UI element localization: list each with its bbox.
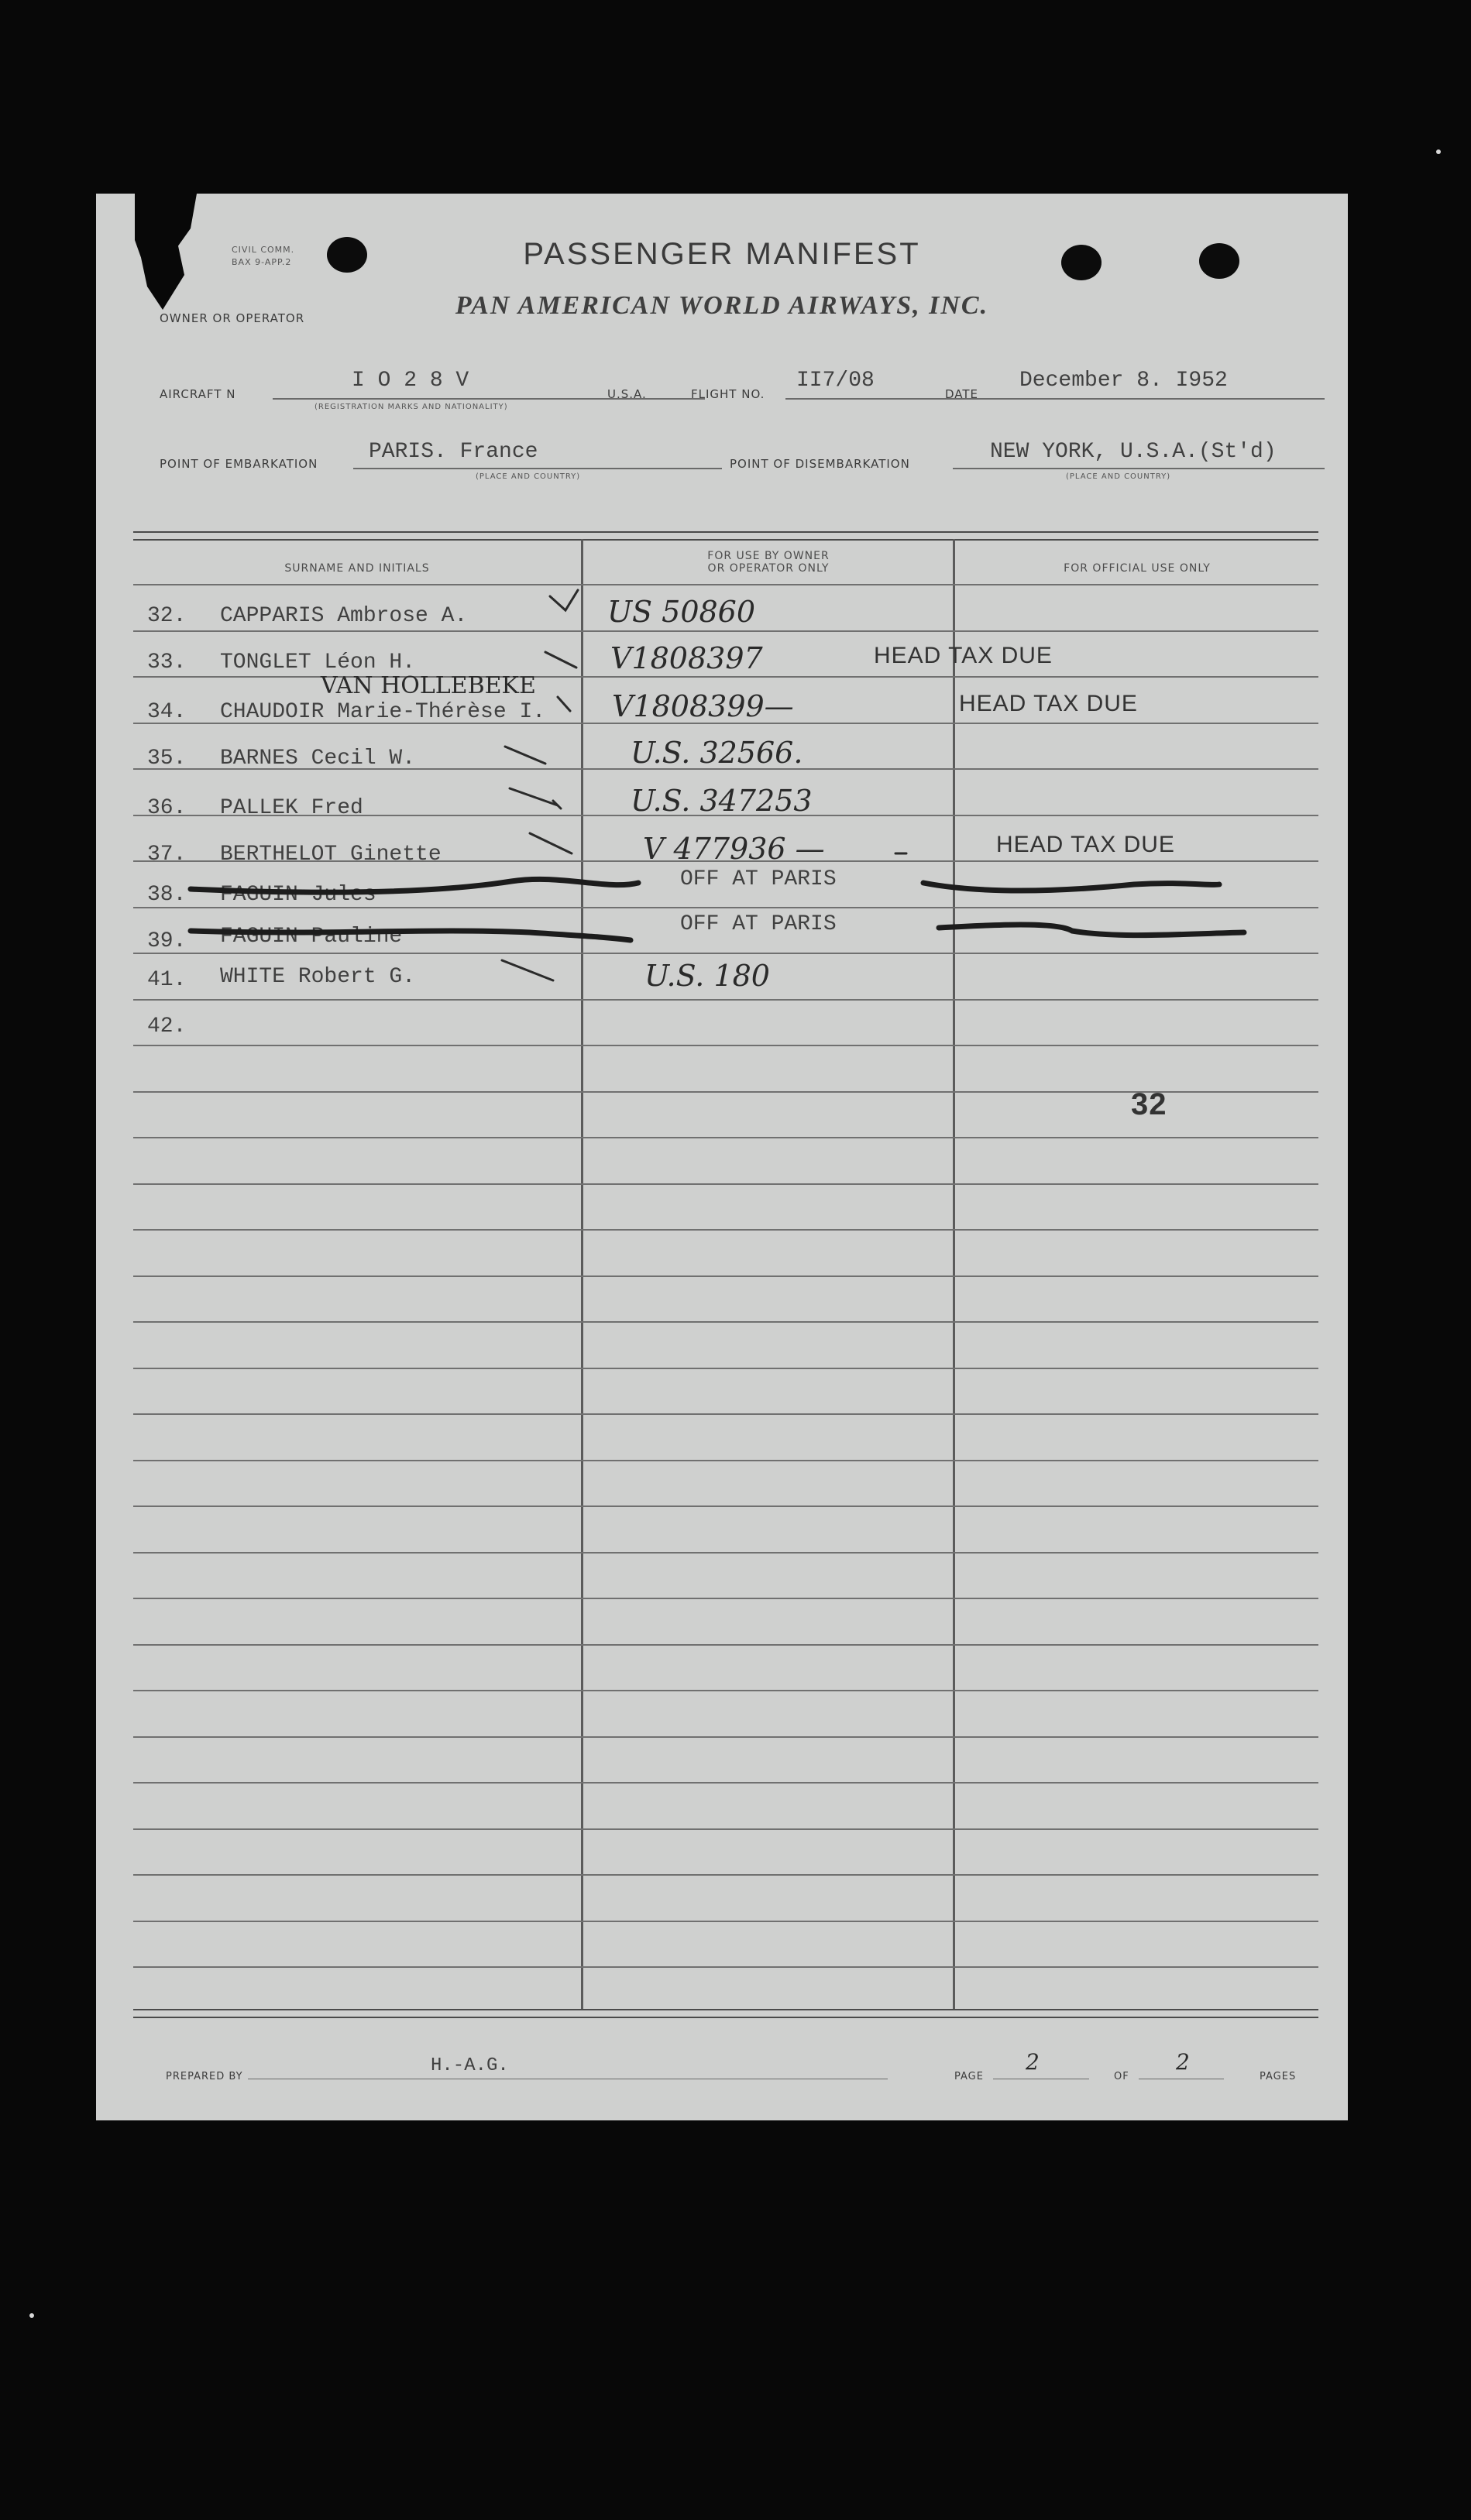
passenger-name: BERTHELOT Ginette xyxy=(220,843,442,867)
status-note: OFF AT PARIS xyxy=(680,912,837,936)
passport-note: US 50860 xyxy=(607,595,756,629)
embarkation-sublabel: (PLACE AND COUNTRY) xyxy=(476,472,581,481)
passenger-count: 32 xyxy=(1131,1087,1167,1121)
form-code: BAX 9-APP.2 xyxy=(232,257,292,267)
row-number: 32. xyxy=(147,604,187,628)
name-annotation: VAN HOLLEBEKE xyxy=(321,672,536,699)
strike-through xyxy=(923,883,1219,891)
passport-note: V1808399— xyxy=(612,689,794,723)
row-number: 33. xyxy=(147,651,187,675)
passenger-name: CHAUDOIR Marie-Thérèse I. xyxy=(220,700,546,724)
passport-note: V 477936 — xyxy=(643,832,825,866)
film-speck xyxy=(29,2313,34,2318)
pen-marks xyxy=(96,194,1348,2120)
check-mark xyxy=(550,590,578,610)
row-number: 41. xyxy=(147,968,187,992)
disembarkation-value: NEW YORK, U.S.A.(St'd) xyxy=(990,440,1277,464)
page-title: PASSENGER MANIFEST xyxy=(523,237,921,271)
passport-note: U.S. 32566. xyxy=(631,736,803,770)
check-mark xyxy=(510,788,558,805)
passenger-name: WHITE Robert G. xyxy=(220,965,416,989)
official-stamp: HEAD TAX DUE xyxy=(959,691,1138,716)
column-header-owner: FOR USE BY OWNER xyxy=(707,550,830,562)
row-number: 36. xyxy=(147,796,187,820)
of-label: OF xyxy=(1114,2071,1129,2082)
passenger-name: FAGUIN Pauline xyxy=(220,925,403,949)
flight-label: FLIGHT NO. xyxy=(691,387,765,401)
flight-number: II7/08 xyxy=(796,369,875,393)
aircraft-nationality: U.S.A. xyxy=(607,387,647,401)
row-number: 35. xyxy=(147,747,187,771)
airline-name: PAN AMERICAN WORLD AIRWAYS, INC. xyxy=(455,291,989,320)
disembarkation-label: POINT OF DISEMBARKATION xyxy=(730,457,910,471)
column-header-names: SURNAME AND INITIALS xyxy=(284,562,430,575)
official-stamp: HEAD TAX DUE xyxy=(996,832,1175,857)
check-mark xyxy=(530,833,572,853)
status-note: OFF AT PARIS xyxy=(680,867,837,891)
passenger-name: FAGUIN Jules xyxy=(220,883,376,907)
embarkation-value: PARIS. France xyxy=(369,440,538,464)
form-code: CIVIL COMM. xyxy=(232,245,295,255)
passenger-name: BARNES Cecil W. xyxy=(220,747,416,771)
aircraft-label: AIRCRAFT N xyxy=(160,387,236,401)
row-number: 42. xyxy=(147,1015,187,1039)
passport-note: U.S. 180 xyxy=(644,959,770,993)
prepared-by-label: PREPARED BY xyxy=(166,2071,243,2082)
aircraft-sublabel: (REGISTRATION MARKS AND NATIONALITY) xyxy=(314,403,508,411)
strike-through xyxy=(939,925,1244,936)
page-number: 2 xyxy=(1026,2049,1040,2075)
official-stamp: HEAD TAX DUE xyxy=(874,643,1053,668)
passport-note: U.S. 347253 xyxy=(631,784,813,818)
disembarkation-sublabel: (PLACE AND COUNTRY) xyxy=(1066,472,1171,481)
date-label: DATE xyxy=(945,387,979,401)
passport-note: V1808397 xyxy=(610,641,763,675)
prepared-by-value: H.-A.G. xyxy=(431,2055,509,2076)
check-mark xyxy=(502,960,553,980)
flight-date: December 8. I952 xyxy=(1019,369,1228,393)
aircraft-registration: I O 2 8 V xyxy=(352,369,469,393)
page-total: 2 xyxy=(1176,2049,1190,2075)
row-number: 39. xyxy=(147,929,187,953)
row-number: 38. xyxy=(147,883,187,907)
row-number: 34. xyxy=(147,700,187,724)
check-mark xyxy=(505,747,545,764)
owner-label: OWNER OR OPERATOR xyxy=(160,311,305,325)
strike-through xyxy=(191,931,631,940)
strike-through xyxy=(191,879,638,892)
manifest-page xyxy=(96,194,1348,2120)
passenger-name: PALLEK Fred xyxy=(220,796,363,820)
pages-label: PAGES xyxy=(1260,2071,1297,2082)
check-mark xyxy=(545,652,576,668)
column-header-owner: OR OPERATOR ONLY xyxy=(707,562,830,575)
film-speck xyxy=(1436,149,1441,154)
passenger-name: TONGLET Léon H. xyxy=(220,651,416,675)
embarkation-label: POINT OF EMBARKATION xyxy=(160,457,318,471)
row-number: 37. xyxy=(147,843,187,867)
passenger-name: CAPPARIS Ambrose A. xyxy=(220,604,468,628)
column-header-official: FOR OFFICIAL USE ONLY xyxy=(1064,562,1211,575)
page-label: PAGE xyxy=(954,2071,984,2082)
check-mark xyxy=(558,697,570,711)
